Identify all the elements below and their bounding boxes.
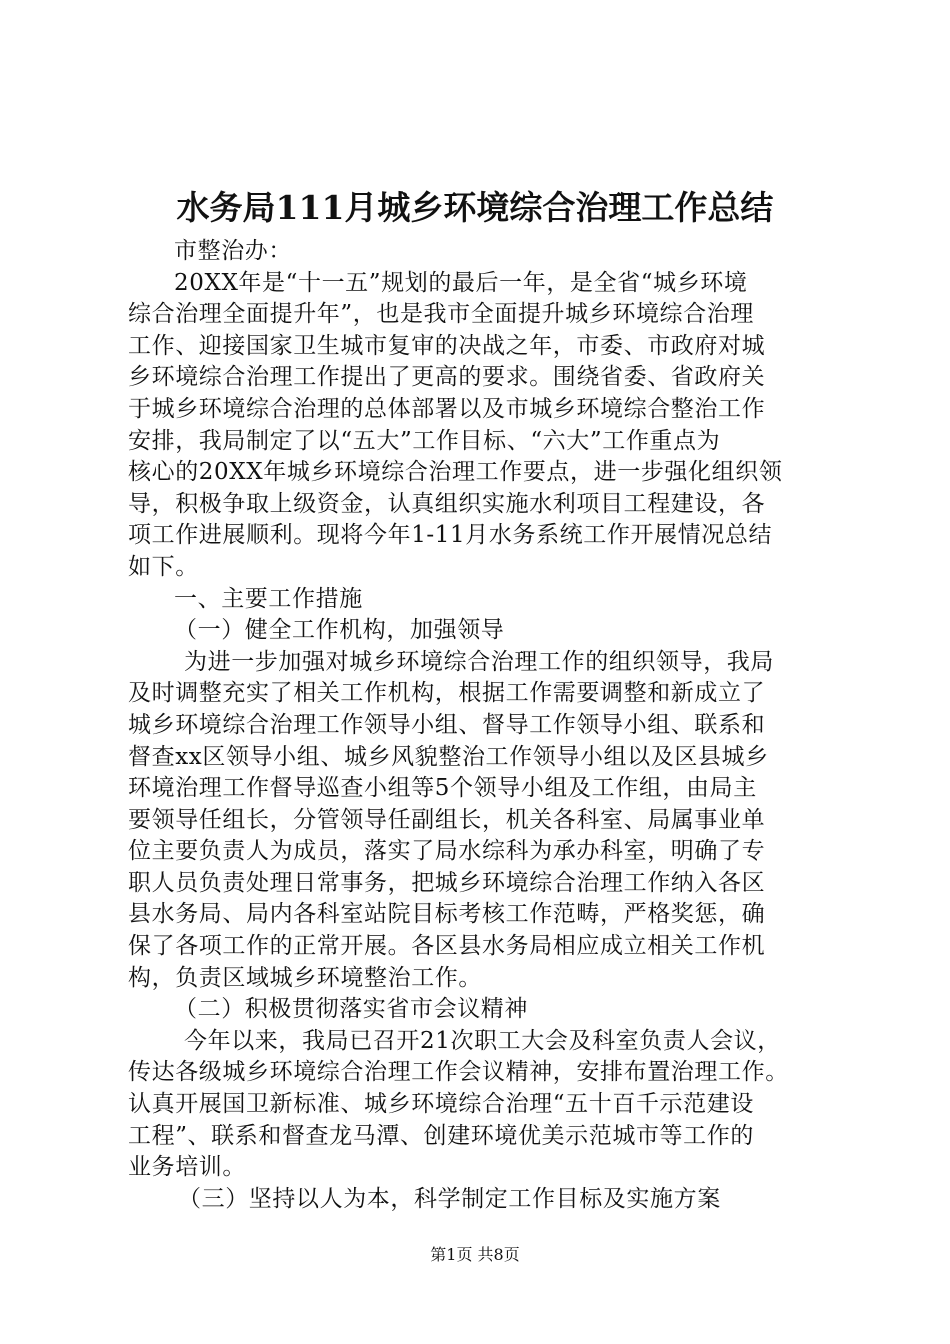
document-body — [128, 236, 846, 1215]
paragraph-line: 职人员负责处理日常事务，把城乡环境综合治理工作纳入各区 — [128, 869, 766, 896]
paragraph-line: 于城乡环境综合治理的总体部署以及市城乡环境综合整治工作 — [128, 395, 766, 422]
paragraph-line: 今年以来，我局已召开21次职工大会及科室负责人会议， — [184, 1027, 781, 1054]
paragraph-line: 业务培训。 — [128, 1154, 246, 1181]
paragraph-line: 项工作进展顺利。现将今年1-11月水务系统工作开展情况总结 — [128, 522, 773, 549]
section-heading: 一、主要工作措施 — [174, 585, 363, 612]
paragraph-line: 如下。 — [128, 553, 199, 580]
paragraph-line: 认真开展国卫新标准、城乡环境综合治理“五十百千示范建设 — [128, 1091, 754, 1118]
subsection-heading: （二）积极贯彻落实省市会议精神 — [174, 996, 528, 1023]
paragraph-line: 为进一步加强对城乡环境综合治理工作的组织领导，我局 — [184, 648, 774, 675]
paragraph-line: 构，负责区域城乡环境整治工作。 — [128, 964, 482, 991]
document-title: 水务局111月城乡环境综合治理工作总结 — [176, 188, 774, 227]
salutation: 市整治办： — [174, 238, 292, 264]
paragraph-line: 工程”、联系和督查龙马潭、创建环境优美示范城市等工作的 — [128, 1122, 754, 1149]
paragraph-line: 导，积极争取上级资金，认真组织实施水利项目工程建设，各 — [128, 490, 766, 517]
paragraph-line: 及时调整充实了相关工作机构，根据工作需要调整和新成立了 — [128, 680, 766, 707]
paragraph-line: 综合治理全面提升年”，也是我市全面提升城乡环境综合治理 — [128, 301, 754, 328]
paragraph-line: 城乡环境综合治理工作领导小组、督导工作领导小组、联系和 — [128, 711, 766, 738]
paragraph-line: 保了各项工作的正常开展。各区县水务局相应成立相关工作机 — [128, 933, 766, 960]
page-footer: 第1页 共8页 — [430, 1245, 520, 1264]
subsection-heading: （一）健全工作机构，加强领导 — [174, 617, 505, 644]
paragraph-line: 工作、迎接国家卫生城市复审的决战之年，市委、市政府对城 — [128, 332, 766, 359]
paragraph-line: 核心的20XX年城乡环境综合治理工作要点，进一步强化组织领 — [128, 459, 783, 486]
paragraph-line: 乡环境综合治理工作提出了更高的要求。围绕省委、省政府关 — [128, 364, 766, 391]
paragraph-line: 位主要负责人为成员，落实了局水综科为承办科室，明确了专 — [128, 838, 766, 865]
paragraph-line: 县水务局、局内各科室站院目标考核工作范畴，严格奖惩，确 — [128, 901, 766, 928]
paragraph-line: 督查xx区领导小组、城乡风貌整治工作领导小组以及区县城乡 — [128, 743, 769, 770]
paragraph-line: 环境治理工作督导巡查小组等5个领导小组及工作组，由局主 — [128, 775, 757, 802]
paragraph-line: 传达各级城乡环境综合治理工作会议精神，安排布置治理工作。 — [128, 1059, 789, 1086]
paragraph-line: 安排，我局制定了以“五大”工作目标、“六大”工作重点为 — [128, 427, 721, 454]
paragraph-line: 20XX年是“十一五”规划的最后一年，是全省“城乡环境 — [174, 269, 748, 296]
subsection-heading: （三）坚持以人为本，科学制定工作目标及实施方案 — [178, 1185, 721, 1212]
paragraph-line: 要领导任组长，分管领导任副组长，机关各科室、局属事业单 — [128, 806, 766, 833]
